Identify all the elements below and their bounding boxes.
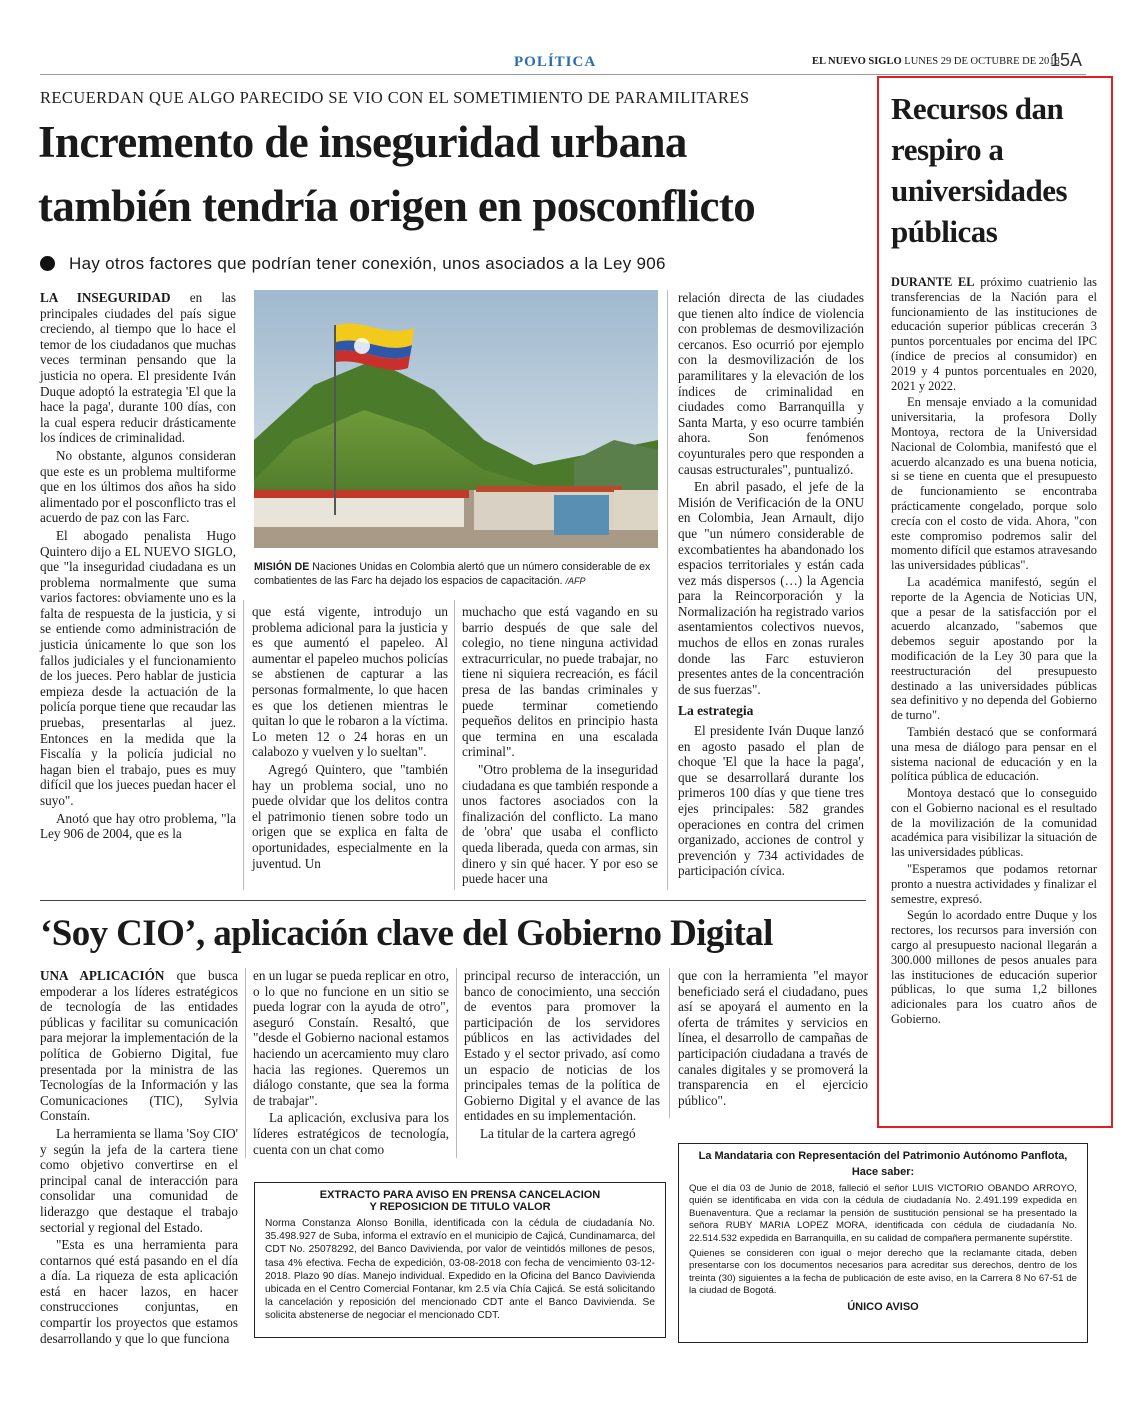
deck [40, 254, 860, 274]
main-column-1 [40, 290, 236, 844]
paragraph: El abogado penalista Hugo Quintero dijo a EL NUEVO SIGLO, que "la inseguridad ciudadana es un problema normalmente que suma varios factores: obviamente uno es la falta de respuesta de la justicia, y si se entiende como administración de justicia únicamente lo que son los fallos judiciales y el funcionamiento de los jueces. Pero hablar de justicia empieza desde la actuación de la policía porque tiene que recaudar las pruebas, presentarlas al juez. Entonces en la medida que la Fiscalía y la policía judicial no hagan bien el trabajo, pues es muy difícil que los jueces puedan hacer el suyo". [40, 527, 236, 808]
paragraph: próximo cuatrienio las transferencias de la Nación para el funcionamiento de las instituciones de educación superior públicas crecerán 3 puntos porcentuales por encima del IPC (índice de precios al consumidor) en 2019 y 4 puntos porcentuales en 2020, 2021 y 2022. [891, 275, 1097, 393]
notice-title: La Mandataria con Representación del Patrimonio Autónomo Panflota, [698, 1150, 1068, 1162]
col-rule [669, 968, 670, 1118]
paragraph: En mensaje enviado a la comunidad universitaria, la profesora Dolly Montoya, rectora de la Universidad Nacional de Colombia, manifestó que el acuerdo alcanzado es una buena noticia, si se tiene en cuenta que el presupuesto de funcionamiento se encontraba prácticamente congelado, porque solo crecía con el costo de vida. Ahora, "con este compromiso podremos salir del momento difícil que estamos atravesando las universidades públicas". [891, 395, 1097, 573]
paragraph: En abril pasado, el jefe de la Misión de Verificación de la ONU en Colombia, Jean Arnault, dijo que "un número considerable de excombatientes ha abandonado los espacios territoriales y están cada vez más dispersos (…) la Agencia para la Reincorporación y la Normalización ha registrado varios asentamientos colectivos nuevos, muchos de ellos en zonas rurales donde las Farc estuvieron presentes antes de la concentración de sus fuerzas". [678, 479, 864, 697]
paragraph: Que el día 03 de Junio de 2018, falleció el señor LUIS VICTORIO OBANDO ARROYO, quién se identificaba en vida con la cédula de ciudadanía No. 2.491.199 expedida en Buenaventura. Que a reclamar la pensión de sustitución pensional se ha presentado la señora RUBY MARIA LOPEZ MORA, identificada con cédula de ciudadanía No. 22.514.532 expedida en Barranquilla, en su calidad de compañera permanente supérstite. [689, 1183, 1077, 1244]
col-rule [667, 290, 668, 890]
photo-credit: /AFP [565, 576, 586, 586]
sidebar-body [891, 275, 1097, 1029]
paragraph: "Esta es una herramienta para contarnos qué está pasando en el día a día. La riqueza de esta aplicación está en hacer lazos, en hacer construcciones conjuntas, en compartir los proyectos que estamos desarrollando y que lo que funciona [40, 1237, 238, 1346]
deck-text: Hay otros factores que podrían tener conexión, unos asociados a la Ley 906 [69, 254, 666, 273]
paragraph: Anotó que hay otro problema, "la Ley 906 de 2004, que es la [40, 810, 236, 842]
paper-name: EL NUEVO SIGLO [812, 56, 902, 67]
paragraph: que con la herramienta "el mayor beneficiado será el ciudadano, pues así se apoyará el aumento en la oferta de trámites y servicios en línea, el desarrollo de campañas de participación ciudadana a través de canales digitales y se promoverá la transparencia en el ejercicio público". [678, 968, 868, 1108]
paragraph: Según lo acordado entre Duque y los rectores, los recursos para inversión con cargo al presupuesto nacional llegarán a 300.000 millones de pesos anuales para las instituciones de educación superior públicas, lo que suma 1,2 billones adicionales para los cuatro años de Gobierno. [891, 908, 1097, 1027]
bullet-icon [40, 256, 55, 271]
paragraph: "Esperamos que podamos retornar pronto a nuestra actividades y finalizar el semestre, expresó. [891, 862, 1097, 906]
paragraph: Montoya destacó que lo conseguido con el Gobierno nacional es el resultado de la movilización de la comunidad académica para visibilizar la situación de las universidades públicas. [891, 786, 1097, 860]
subhead: La estrategia [678, 703, 754, 719]
masthead-info [812, 56, 1060, 67]
main-column-4 [678, 290, 864, 881]
notice-title-2: Y REPOSICION DE TITULO VALOR [369, 1201, 551, 1213]
col-rule [245, 968, 246, 1158]
paragraph: que está vigente, introdujo un problema adicional para la justicia y es que aumentó el papeleo. Al aumentar el papeleo muchos policías se abstienen de capturar a las personas formalmente, lo que hacen es que los detienen mientras le quitan lo que le robaron a la víctima. Lo meten 12 o 24 horas en un calabozo y vuelven y lo sueltan". [252, 604, 448, 760]
paragraph: Agregó Quintero, que "también hay un problema social, uno no puede olvidar que los delitos contra el patrimonio tienen sobre todo un origen que se explica en falta de oportunidades, especialmente en la juventud. Un [252, 761, 448, 871]
kicker: RECUERDAN QUE ALGO PARECIDO SE VIO CON EL SOMETIMIENTO DE PARAMILITARES [40, 88, 750, 107]
col-rule [243, 600, 244, 890]
paragraph: "Otro problema de la inseguridad ciudadana es que también responde a unos factores asociados con la finalización del conflicto. La mano de 'obra' que usaba el conflicto queda liberada, queda con armas, sin dinero y sin qué hacer. Y por eso se puede hacer una [462, 761, 658, 887]
lead-in: UNA APLICACIÓN [40, 968, 165, 983]
legal-notice-cdt [254, 1182, 666, 1338]
paragraph: relación directa de las ciudades que tienen alto índice de violencia con problemas de desmovilización cercanos. Eso ocurrió por ejemplo con la desmovilización de los paramilitares y la elevación de los índices de criminalidad en ciudades como Barranquilla y Santa Marta, y eso ocurre también ahora. Son fenómenos coyunturales pero que responden a causas estructurales", puntualizó. [678, 290, 864, 477]
paragraph: La herramienta se llama 'Soy CIO' y según la jefa de la cartera tiene como objetivo convertirse en el principal canal de interacción para consolidar una comunidad de liderazgo que destaque el trabajo sectorial y regional del Estado. [40, 1125, 238, 1235]
sidebar-headline: Recursos dan respiro a universidades públicas [891, 91, 1068, 249]
photo-caption [254, 560, 658, 588]
paragraph: en un lugar se pueda replicar en otro, o lo que no funcione en un sitio se pueda lograr con la ayuda de otro", aseguró Constaín. Resaltó, que "desde el Gobierno nacional estamos haciendo un acercamiento muy claro hacia las regiones. Queremos un diálogo constante, que sea la forma de trabajar". [253, 968, 449, 1108]
paragraph: La titular de la cartera agregó [480, 1125, 636, 1141]
headline-line-1: Incremento de inseguridad urbana [38, 117, 687, 167]
caption-text: Naciones Unidas en Colombia alertó que un número considerable de ex combatientes de las Farc ha dejado los espacios de capacitación. [254, 561, 651, 587]
legal-notice-pension [678, 1143, 1088, 1343]
issue-date: LUNES 29 DE OCTUBRE DE 2018 [904, 56, 1060, 67]
paragraph: muchacho que está vagando en su barrio después de que sale del colegio, no tiene ninguna actividad extracurricular, no puede trabajar, no tiene ni siquiera recreación, es fácil presa de las bandas criminales y puede terminar cometiendo pequeños delitos en principio hasta que termina en una escalada criminal". [462, 604, 658, 760]
notice-subtitle: Hace saber: [851, 1166, 915, 1178]
paragraph: También destacó que se conformará una mesa de diálogo para pensar en el sistema nacional de educación y en la política pública de educación. [891, 724, 1097, 784]
second-column-3 [464, 968, 660, 1144]
notice-title-1: EXTRACTO PARA AVISO EN PRENSA CANCELACION [319, 1189, 601, 1201]
second-column-4 [678, 968, 868, 1110]
page-number: 15A [1050, 50, 1083, 70]
caption-lead: MISIÓN DE [254, 561, 310, 573]
lead-in: DURANTE EL [891, 275, 975, 289]
paragraph: Quienes se consideren con igual o mejor derecho que la reclamante citada, deben presentarse con los documentos necesarios para acreditar sus derechos, dentro de los treinta (30) siguientes a la fecha de publicación de este aviso, en la Carrera 8 No 67-51 de la ciudad de Bogotá. [689, 1248, 1077, 1297]
paragraph: principal recurso de interacción, un banco de conocimiento, una sección de eventos para promover la participación de los servidores públicos en las actividades del Estado y el sector privado, así como un espacio de noticias de los principales temas de la política de Gobierno Digital y el avance de las entidades en su implementación. [464, 968, 660, 1124]
paragraph: El presidente Iván Duque lanzó en agosto pasado el plan de choque 'El que la hace la paga', que se desarrollará durante los primeros 100 días y que tiene tres ejes principales: 582 grandes operaciones en contra del crimen organizado, acciones de control y prevención y 734 actividades de participación cívica. [678, 723, 864, 879]
col-rule [454, 600, 455, 890]
paragraph: que busca empoderar a los líderes estratégicos de tecnología de las entidades públicas y facilitar su comunicación para mejorar la implementación de la política de Gobierno Digital, fue presentada por la ministra de las Tecnologías de la Información y las Comunicaciones (TIC), Sylvia Constaín. [40, 968, 239, 1124]
second-headline: ‘Soy CIO’, aplicación clave del Gobierno Digital [40, 913, 773, 954]
col-rule [456, 968, 457, 1158]
mountain-camp-image [254, 290, 658, 548]
notice-footer: ÚNICO AVISO [847, 1300, 919, 1313]
story-divider [40, 900, 866, 901]
main-column-2 [252, 604, 448, 873]
paragraph: No obstante, algunos consideran que este es un problema multiforme que en los últimos dos años ha sido alimentado por el posconflicto tras el acuerdo de paz con las Farc. [40, 447, 236, 526]
notice-body [689, 1183, 1077, 1298]
header-rule [40, 74, 1086, 75]
lead-in: LA INSEGURIDAD [40, 290, 171, 305]
second-column-1 [40, 968, 238, 1348]
paragraph: en las principales ciudades del país sigue creciendo, al tiempo que lo hace el temor de los ciudadanos que muchas veces terminan pensando que la justicia no opera. El presidente Iván Duque adoptó la estrategia 'El que la hace la paga', durante 100 días, con la cual espera reducir drásticamente los índices de criminalidad. [40, 290, 236, 446]
notice-body: Norma Constanza Alonso Bonilla, identificada con la cédula de ciudadanía No. 35.498.927 de Suba, informa el extravío en el municipio de Cajicá, Cundinamarca, del CDT No. 25078292, del Banco Davivienda, por valor de veintidós millones de pesos, tasa 4% efectiva. Fecha de expedición, 03-08-2018 con fecha de vencimiento 03-12-2018. Plazo 90 días. Manejo individual. Expedido en la Oficina del Banco Davivienda ubicada en el Centro Comercial Fontanar, km 2.5 vía Chía Cajicá. Se está solicitando la cancelación y reposición del mencionado CDT ante el Banco Davivienda. Se solicita abstenerse de negociar el mencionado CDT. [265, 1218, 655, 1322]
news-photo [254, 290, 658, 548]
headline-line-2: también tendría origen en posconflicto [38, 181, 756, 231]
main-headline [38, 110, 878, 238]
paragraph: La aplicación, exclusiva para los líderes estratégicos de tecnología, cuenta con un chat como [253, 1110, 449, 1157]
section-label: POLÍTICA [514, 54, 597, 70]
main-column-3 [462, 604, 658, 889]
second-column-2 [253, 968, 449, 1159]
paragraph: La académica manifestó, según el reporte de la Agencia de Noticias UN, que a pesar de la satisfacción por el acuerdo alcanzado, "sabemos que debemos seguir apostando por la modificación de la Ley 30 para que la reestructuración del presupuesto destinado a las universidades públicas sea definitivo y no dependa del Gobierno de turno". [891, 574, 1097, 723]
